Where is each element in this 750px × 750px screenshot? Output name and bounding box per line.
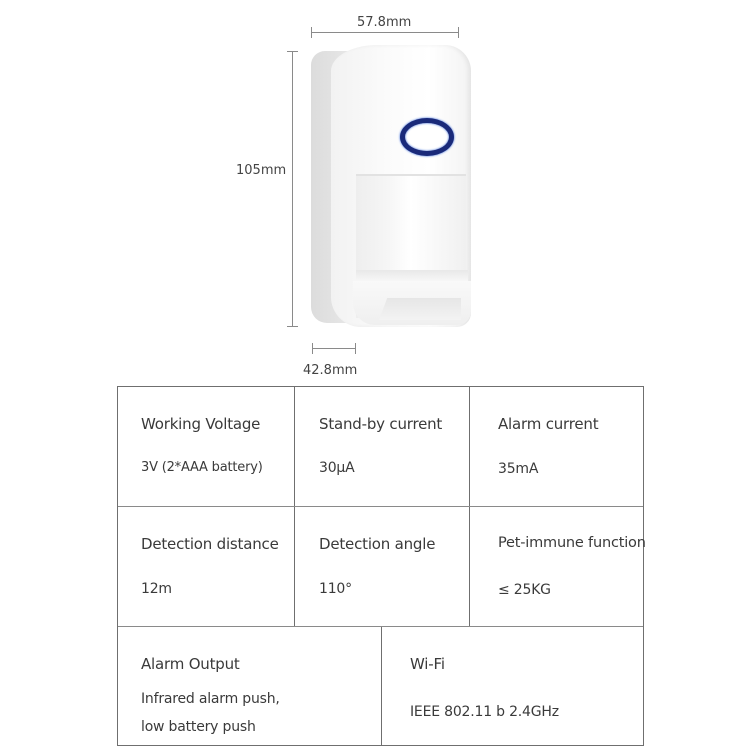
spec-value-line: Infrared alarm push,	[141, 691, 280, 707]
spec-cell-alarm-current	[469, 387, 644, 506]
height-dimension-label: 105mm	[236, 163, 287, 178]
spec-cell-standby-current	[294, 387, 469, 506]
spec-cell-alarm-output	[118, 627, 381, 745]
spec-value	[141, 685, 280, 741]
spec-value: ≤ 25KG	[498, 582, 551, 598]
spec-cell-wifi	[381, 627, 644, 745]
spec-value: 12m	[141, 581, 172, 597]
spec-value: 35mA	[498, 461, 539, 477]
spec-value: 110°	[319, 581, 352, 597]
spec-cell-detection-distance	[118, 507, 294, 626]
spec-title: Pet-immune function	[498, 535, 646, 551]
width-dimension-line	[311, 32, 459, 33]
spec-title: Alarm current	[498, 415, 599, 433]
spec-value: IEEE 802.11 b 2.4GHz	[410, 704, 559, 720]
depth-dimension-line	[312, 348, 356, 349]
spec-value-line: low battery push	[141, 719, 256, 735]
height-dimension-line	[292, 51, 293, 327]
spec-cell-pet-immune	[469, 507, 644, 626]
pir-motion-sensor-image	[311, 45, 471, 327]
spec-row	[118, 627, 643, 745]
spec-title: Alarm Output	[141, 655, 240, 673]
spec-value: 3V (2*AAA battery)	[141, 460, 263, 475]
sensor-lower-window	[379, 298, 461, 320]
spec-title: Detection distance	[141, 535, 279, 553]
spec-title: Wi-Fi	[410, 655, 445, 673]
led-ring-icon	[400, 118, 454, 156]
spec-title: Detection angle	[319, 535, 436, 553]
spec-cell-working-voltage	[118, 387, 294, 506]
width-dimension-label: 57.8mm	[357, 15, 412, 30]
spec-row	[118, 507, 646, 627]
depth-dimension-label: 42.8mm	[303, 363, 358, 378]
spec-title: Stand-by current	[319, 415, 443, 433]
spec-table	[117, 386, 644, 746]
spec-title: Working Voltage	[141, 415, 261, 433]
spec-cell-detection-angle	[294, 507, 469, 626]
spec-value: 30μA	[319, 460, 355, 476]
spec-row	[118, 387, 643, 507]
